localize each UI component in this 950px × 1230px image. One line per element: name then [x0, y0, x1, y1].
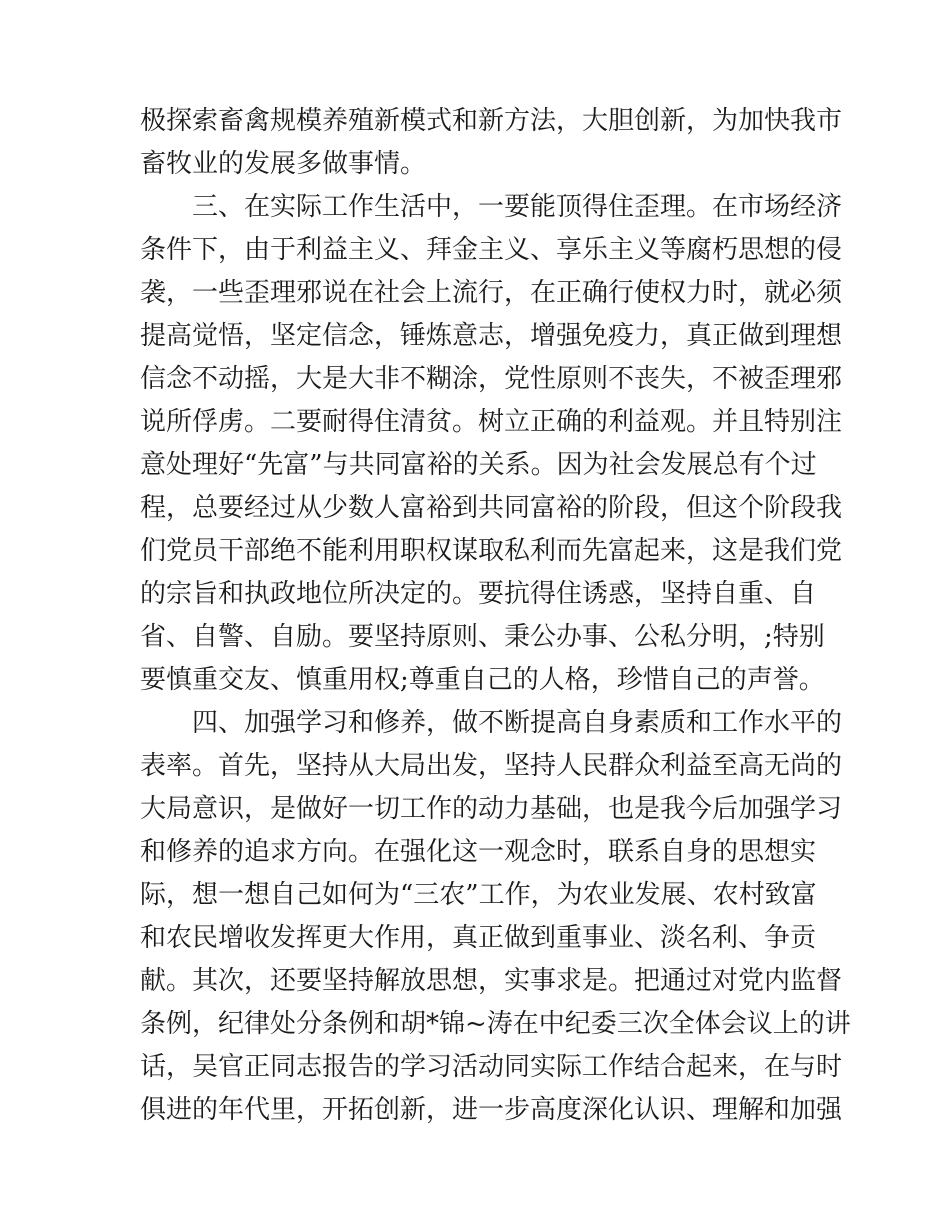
text-line: 袭，一些歪理邪说在社会上流行，在正确行使权力时，就必须: [140, 278, 843, 308]
text-line: 条例，纪律处分条例和胡*锦~涛在中纪委三次全体会议上的讲: [140, 1009, 851, 1039]
text-line: 俱进的年代里，开拓创新，进一步高度深化认识、理解和加强: [140, 1095, 843, 1125]
text-line: 意处理好“先富”与共同富裕的关系。因为社会发展总有个过: [140, 450, 817, 480]
text-line: 条件下，由于利益主义、拜金主义、享乐主义等腐朽思想的侵: [140, 235, 843, 265]
text-line: 们党员干部绝不能利用职权谋取私利而先富起来，这是我们党: [140, 536, 843, 566]
body-text: [140, 100, 851, 1132]
text-line: 要慎重交友、慎重用权;尊重自己的人格，珍惜自己的声誉。: [140, 665, 825, 695]
text-line: 话，吴官正同志报告的学习活动同实际工作结合起来，在与时: [140, 1052, 843, 1082]
text-line: 畜牧业的发展多做事情。: [140, 149, 427, 179]
text-line: 大局意识，是做好一切工作的动力基础，也是我今后加强学习: [140, 794, 843, 824]
text-line: 和修养的追求方向。在强化这一观念时，联系自身的思想实: [140, 837, 817, 867]
text-line: 省、自警、自励。要坚持原则、秉公办事、公私分明，;特别: [140, 622, 825, 652]
text-line: 程，总要经过从少数人富裕到共同富裕的阶段，但这个阶段我: [140, 493, 843, 523]
text-line: 献。其次，还要坚持解放思想，实事求是。把通过对党内监督: [140, 966, 843, 996]
text-line: 信念不动摇，大是大非不糊涂，党性原则不丧失，不被歪理邪: [140, 364, 843, 394]
text-line: 三、在实际工作生活中，一要能顶得住歪理。在市场经济: [140, 192, 843, 222]
text-line: 际，想一想自己如何为“三农”工作，为农业发展、农村致富: [140, 880, 817, 910]
text-line: 的宗旨和执政地位所决定的。要抗得住诱惑，坚持自重、自: [140, 579, 817, 609]
text-line: 说所俘虏。二要耐得住清贫。树立正确的利益观。并且特别注: [140, 407, 843, 437]
text-line: 表率。首先，坚持从大局出发，坚持人民群众利益至高无尚的: [140, 751, 843, 781]
text-line: 提高觉悟，坚定信念，锤炼意志，增强免疫力，真正做到理想: [140, 321, 843, 351]
text-line: 极探索畜禽规模养殖新模式和新方法，大胆创新，为加快我市: [140, 106, 843, 136]
text-line: 和农民增收发挥更大作用，真正做到重事业、淡名利、争贡: [140, 923, 817, 953]
text-line: 四、加强学习和修养，做不断提高自身素质和工作水平的: [140, 708, 843, 738]
